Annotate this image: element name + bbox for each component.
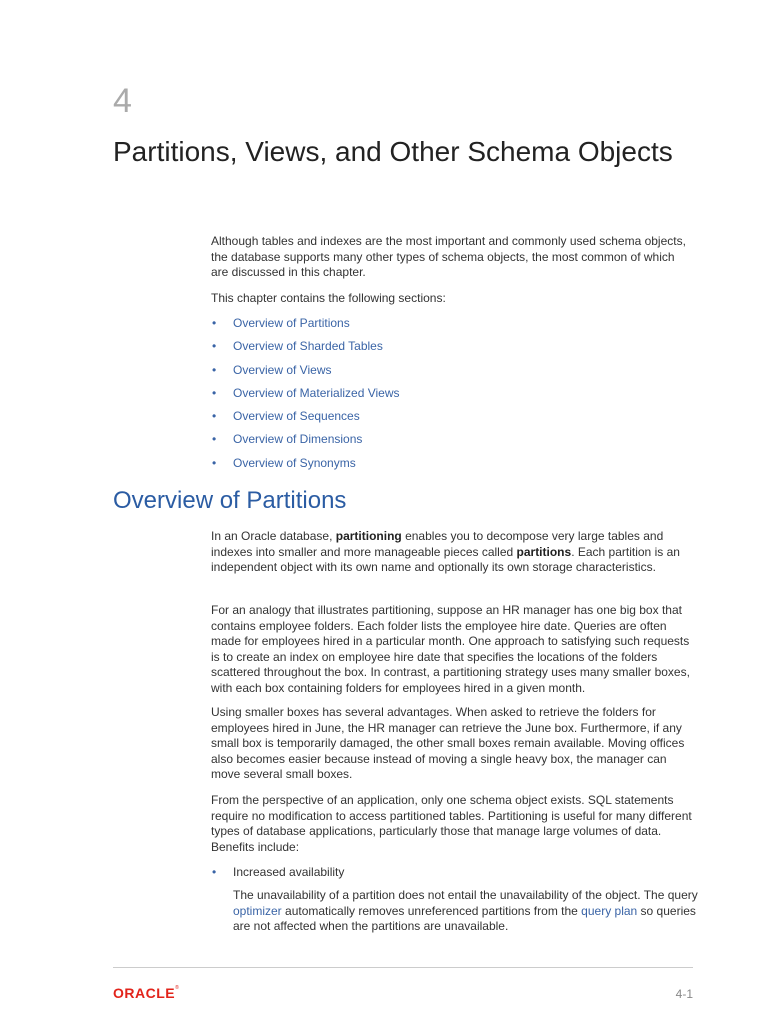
application-text: From the perspective of an application, only one schema object exists. SQL statements require no modification to access partitioned tables. Partitioning is useful for many different types of database applications, particularly those that manage large volumes of data. Benefits include: <box>211 793 692 854</box>
toc-link-partitions[interactable]: Overview of Partitions <box>233 316 350 330</box>
text-run: automatically removes unreferenced partitions from the <box>281 903 582 918</box>
footer-divider <box>113 967 693 968</box>
intro-paragraph <box>211 234 693 281</box>
text-run: In an Oracle database, <box>211 529 336 543</box>
list-item <box>211 432 400 455</box>
contains-text: This chapter contains the following sections: <box>211 291 446 305</box>
logo-text: ORACLE <box>113 985 176 1001</box>
intro-text: Although tables and indexes are the most important and commonly used schema objects, the database supports many other types of schema objects, the most common of which are discussed in this chapter. <box>211 234 686 280</box>
query-plan-link[interactable]: query plan <box>581 903 638 918</box>
toc-link-synonyms[interactable]: Overview of Synonyms <box>233 455 356 470</box>
term-partitions: partitions <box>516 544 572 559</box>
section-list <box>211 316 400 479</box>
list-item <box>211 409 400 432</box>
toc-link-sharded-tables[interactable]: Overview of Sharded Tables <box>233 339 383 354</box>
toc-link-dimensions[interactable]: Overview of Dimensions <box>233 432 363 447</box>
contains-line <box>211 291 693 307</box>
chapter-number: 4 <box>113 82 132 120</box>
text-run: so queries are not affected when the partitions are unavailable. <box>233 903 696 934</box>
paragraph-advantages <box>211 705 693 783</box>
chapter-title: Partitions, Views, and Other Schema Objects <box>113 136 673 167</box>
toc-link-materialized-views[interactable]: Overview of Materialized Views <box>233 385 400 400</box>
benefit-item-availability: • Increased availability <box>211 865 693 881</box>
paragraph-analogy <box>211 603 693 697</box>
advantages-text: Using smaller boxes has several advantages. When asked to retrieve the folders for employees hired in June, the HR manager can retrieve the June box. Furthermore, if any small box is temporarily damaged, the other small boxes remain available. Moving offices also becomes easier because instead of moving a single heavy box, the manager can move several small boxes. <box>211 705 685 782</box>
benefit-description <box>233 888 698 935</box>
optimizer-link[interactable]: optimizer <box>233 903 282 918</box>
text-run: enables you to decompose very large tables and indexes into smaller and more manageable pieces called <box>211 529 664 559</box>
toc-link-sequences[interactable]: Overview of Sequences <box>233 409 360 424</box>
term-partitioning: partitioning <box>335 529 402 543</box>
list-item <box>211 339 400 362</box>
oracle-logo <box>113 986 179 1000</box>
registered-mark: ® <box>175 985 180 991</box>
analogy-text: For an analogy that illustrates partitioning, suppose an HR manager has one big box that contains employee folders. Each folder lists the employee hire date. Queries are often made for employees hired in a particular month. One approach to satisfying such requests is to create an index on employee hire date that specifies the locations of the folders scattered throughout the box. In contrast, a partitioning strategy uses many smaller boxes, with each box containing folders for employees hired in a given month. <box>211 603 690 695</box>
page-number: 4-1 <box>675 987 693 1001</box>
section-heading: Overview of Partitions <box>113 487 347 514</box>
text-run: . Each partition is an independent object with its own name and optionally its own storage characteristics. <box>211 544 680 575</box>
paragraph-partitioning-definition <box>211 529 693 576</box>
list-item <box>211 386 400 409</box>
list-item <box>211 363 400 386</box>
list-item <box>211 456 400 479</box>
list-item <box>211 316 400 339</box>
toc-link-views[interactable]: Overview of Views <box>233 362 332 377</box>
paragraph-application-perspective <box>211 793 693 855</box>
text-run: The unavailability of a partition does not entail the unavailability of the object. The query <box>233 888 698 902</box>
benefits-list <box>211 865 693 881</box>
